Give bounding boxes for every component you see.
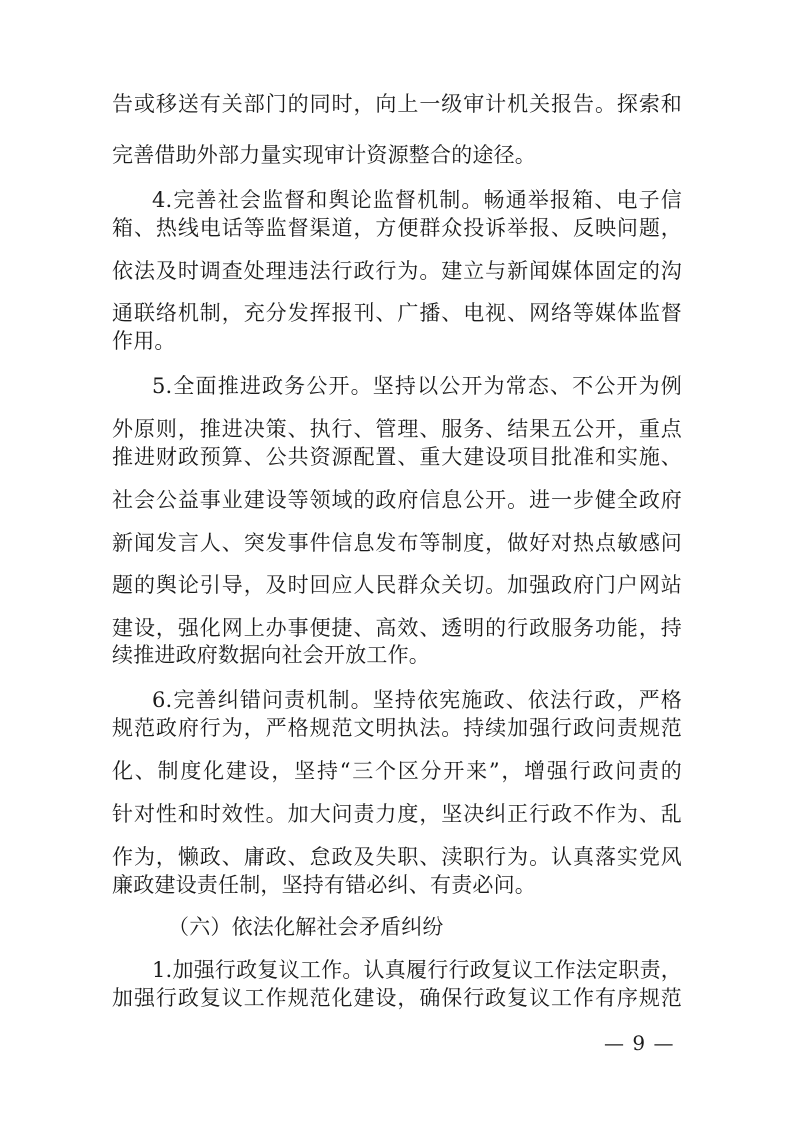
section-heading: （六）依法化解社会矛盾纠纷	[168, 915, 444, 939]
paragraph-line: 箱、热线电话等监督渠道，方便群众投诉举报、反映问题，	[112, 216, 682, 240]
paragraph-line: 依法及时调查处理违法行政行为。建立与新闻媒体固定的沟	[112, 259, 682, 283]
paragraph-line: 6.完善纠错问责机制。坚持依宪施政、依法行政，严格	[152, 688, 682, 712]
paragraph-line: 规范政府行为，严格规范文明执法。持续加强行政问责规范	[112, 716, 682, 740]
paragraph-line: 作用。	[112, 329, 176, 353]
paragraph-line: 化、制度化建设，坚持“三个区分开来”，增强行政问责的	[112, 759, 682, 783]
paragraph-line: 续推进政府数据向社会开放工作。	[112, 643, 430, 667]
paragraph-line: 社会公益事业建设等领域的政府信息公开。进一步健全政府	[112, 488, 682, 512]
page-number: — 9 —	[604, 1031, 675, 1055]
paragraph-line: 4.完善社会监督和舆论监督机制。畅通举报箱、电子信	[152, 188, 682, 212]
paragraph-line: 廉政建设责任制，坚持有错必纠、有责必问。	[112, 873, 536, 897]
paragraph-line: 告或移送有关部门的同时，向上一级审计机关报告。探索和	[112, 92, 682, 116]
paragraph-line: 完善借助外部力量实现审计资源整合的途径。	[112, 143, 536, 167]
paragraph-line: 外原则，推进决策、执行、管理、服务、结果五公开，重点	[112, 417, 682, 441]
paragraph-line: 题的舆论引导，及时回应人民群众关切。加强政府门户网站	[112, 573, 682, 597]
paragraph-line: 新闻发言人、突发事件信息发布等制度，做好对热点敏感问	[112, 531, 682, 555]
paragraph-line: 通联络机制，充分发挥报刊、广播、电视、网络等媒体监督	[112, 301, 682, 325]
paragraph-line: 建设，强化网上办事便捷、高效、透明的行政服务功能，持	[112, 616, 682, 640]
paragraph-line: 作为，懒政、庸政、怠政及失职、渎职行为。认真落实党风	[112, 845, 682, 869]
paragraph-line: 1.加强行政复议工作。认真履行行政复议工作法定职责，	[152, 958, 682, 982]
paragraph-line: 针对性和时效性。加大问责力度，坚决纠正行政不作为、乱	[112, 802, 682, 826]
paragraph-line: 5.全面推进政务公开。坚持以公开为常态、不公开为例	[152, 374, 682, 398]
paragraph-line: 加强行政复议工作规范化建设，确保行政复议工作有序规范	[112, 986, 682, 1010]
paragraph-line: 推进财政预算、公共资源配置、重大建设项目批准和实施、	[112, 445, 682, 469]
